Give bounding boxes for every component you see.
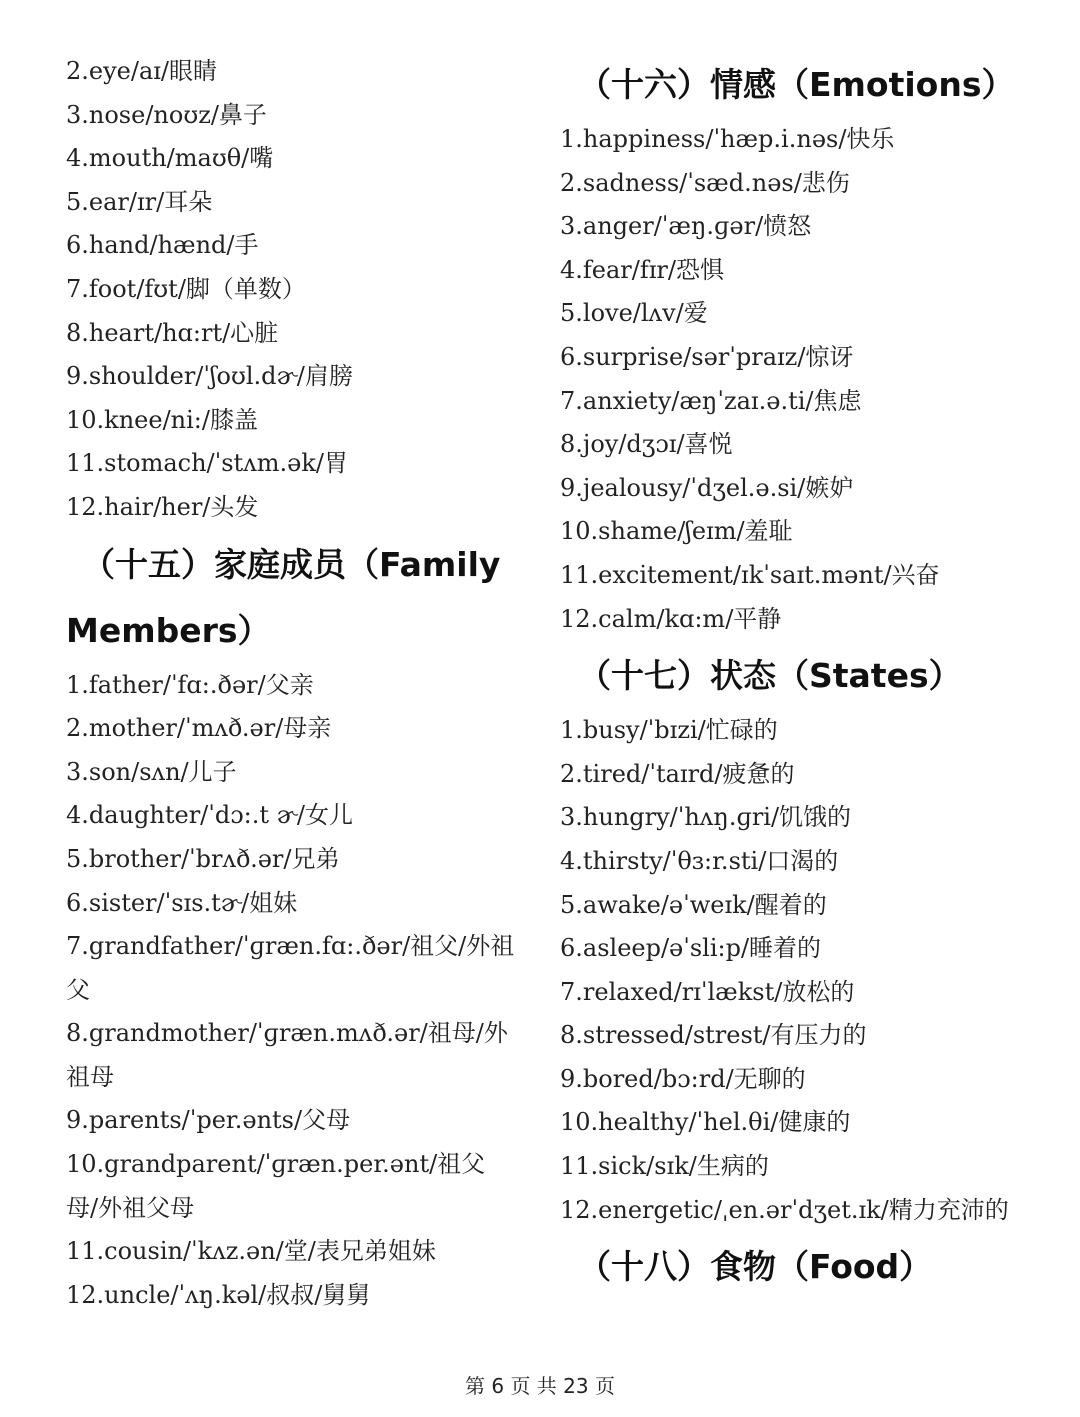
list-item: 6.sister/ˈsɪs.tɚ/姐妹: [66, 888, 298, 917]
list-item: 6.surprise/sərˈpraɪz/惊讶: [560, 342, 854, 371]
section-heading-states: （十七）状态（States）: [578, 656, 962, 696]
list-item: 5.awake/əˈweɪk/醒着的: [560, 890, 827, 919]
list-item: 9.bored/bɔ:rd/无聊的: [560, 1064, 806, 1093]
list-item: 9.jealousy/ˈdʒel.ə.si/嫉妒: [560, 473, 854, 502]
list-item: 10.healthy/ˈhel.θi/健康的: [560, 1108, 851, 1137]
list-item: 4.fear/fɪr/恐惧: [560, 255, 724, 284]
section-heading-emotions: （十六）情感（Emotions）: [578, 65, 1015, 104]
emotions-list: [560, 118, 1030, 641]
list-item: 9.parents/ˈper.ənts/父母: [66, 1106, 351, 1135]
right-column: [560, 50, 1030, 1300]
states-list: [560, 709, 1030, 1232]
left-column: [66, 50, 516, 1317]
list-item: 5.ear/ɪr/耳朵: [66, 187, 213, 216]
list-item: 11.excitement/ɪkˈsaɪt.mənt/兴奋: [560, 560, 940, 589]
list-item: 10.grandparent/ˈɡræn.per.ənt/祖父母/外祖父母: [66, 1150, 486, 1222]
list-item: 1.busy/ˈbɪzi/忙碌的: [560, 716, 778, 745]
list-item: 12.uncle/ˈʌŋ.kəl/叔叔/舅舅: [66, 1280, 371, 1309]
section-heading-line1: （十五）家庭成员（Family: [82, 544, 501, 584]
list-item: 3.anger/ˈæŋ.ɡər/愤怒: [560, 212, 812, 241]
list-item: 10.shame/ʃeɪm/羞耻: [560, 517, 793, 546]
list-item: 1.father/ˈfɑ:.ðər/父亲: [66, 670, 314, 699]
page-footer: 第 6 页 共 23 页: [465, 1374, 615, 1398]
list-item: 7.anxiety/æŋˈzaɪ.ə.ti/焦虑: [560, 386, 862, 415]
list-item: 8.joy/dʒɔɪ/喜悦: [560, 430, 733, 459]
list-item: 2.tired/ˈtaɪrd/疲惫的: [560, 759, 795, 788]
list-item: 4.daughter/ˈdɔ:.t ɚ/女儿: [66, 801, 353, 830]
section-heading-family-members: [66, 532, 516, 664]
list-item: 7.relaxed/rɪˈlækst/放松的: [560, 977, 855, 1006]
list-item: 3.nose/noʊz/鼻子: [66, 100, 267, 129]
list-item: 10.knee/ni:/膝盖: [66, 405, 258, 434]
list-item: 3.hungry/ˈhʌŋ.ɡri/饥饿的: [560, 803, 852, 832]
list-item: 11.stomach/ˈstʌm.ək/胃: [66, 449, 348, 478]
list-item: 11.sick/sɪk/生病的: [560, 1152, 769, 1181]
list-item: 2.mother/ˈmʌð.ər/母亲: [66, 714, 332, 743]
list-item: 2.eye/aɪ/眼睛: [66, 57, 218, 85]
list-item: 12.hair/her/头发: [66, 492, 259, 521]
list-item: 1.happiness/ˈhæp.i.nəs/快乐: [560, 125, 895, 153]
list-item: 12.energetic/ˌen.ərˈdʒet.ɪk/精力充沛的: [560, 1195, 1009, 1224]
list-item: 5.brother/ˈbrʌð.ər/兄弟: [66, 844, 340, 873]
list-item: 8.grandmother/ˈɡræn.mʌð.ər/祖母/外祖母: [66, 1019, 508, 1091]
list-item: 7.grandfather/ˈɡræn.fɑ:.ðər/祖父/外祖父: [66, 932, 515, 1004]
list-item: 2.sadness/ˈsæd.nəs/悲伤: [560, 168, 850, 197]
list-item: 9.shoulder/ˈʃoʊl.dɚ/肩膀: [66, 362, 353, 391]
family-members-list: [66, 664, 516, 1318]
list-item: 5.love/lʌv/爱: [560, 299, 708, 328]
section-heading-line2: Members）: [66, 610, 271, 650]
list-item: 7.foot/fʊt/脚（单数）: [66, 274, 306, 303]
list-item: 8.heart/hɑ:rt/心脏: [66, 318, 279, 347]
list-item: 6.hand/hænd/手: [66, 231, 259, 260]
section-heading-food: （十八）食物（Food）: [578, 1247, 933, 1287]
list-item: 3.son/sʌn/儿子: [66, 757, 237, 786]
list-item: 11.cousin/ˈkʌz.ən/堂/表兄弟姐妹: [66, 1237, 436, 1266]
list-item: 8.stressed/strest/有压力的: [560, 1021, 867, 1050]
list-item: 6.asleep/əˈsli:p/睡着的: [560, 934, 822, 963]
list-item: 4.mouth/maʊθ/嘴: [66, 144, 274, 173]
body-parts-list: [66, 50, 516, 530]
list-item: 4.thirsty/ˈθɜ:r.sti/口渴的: [560, 846, 839, 875]
list-item: 12.calm/kɑ:m/平静: [560, 604, 782, 633]
